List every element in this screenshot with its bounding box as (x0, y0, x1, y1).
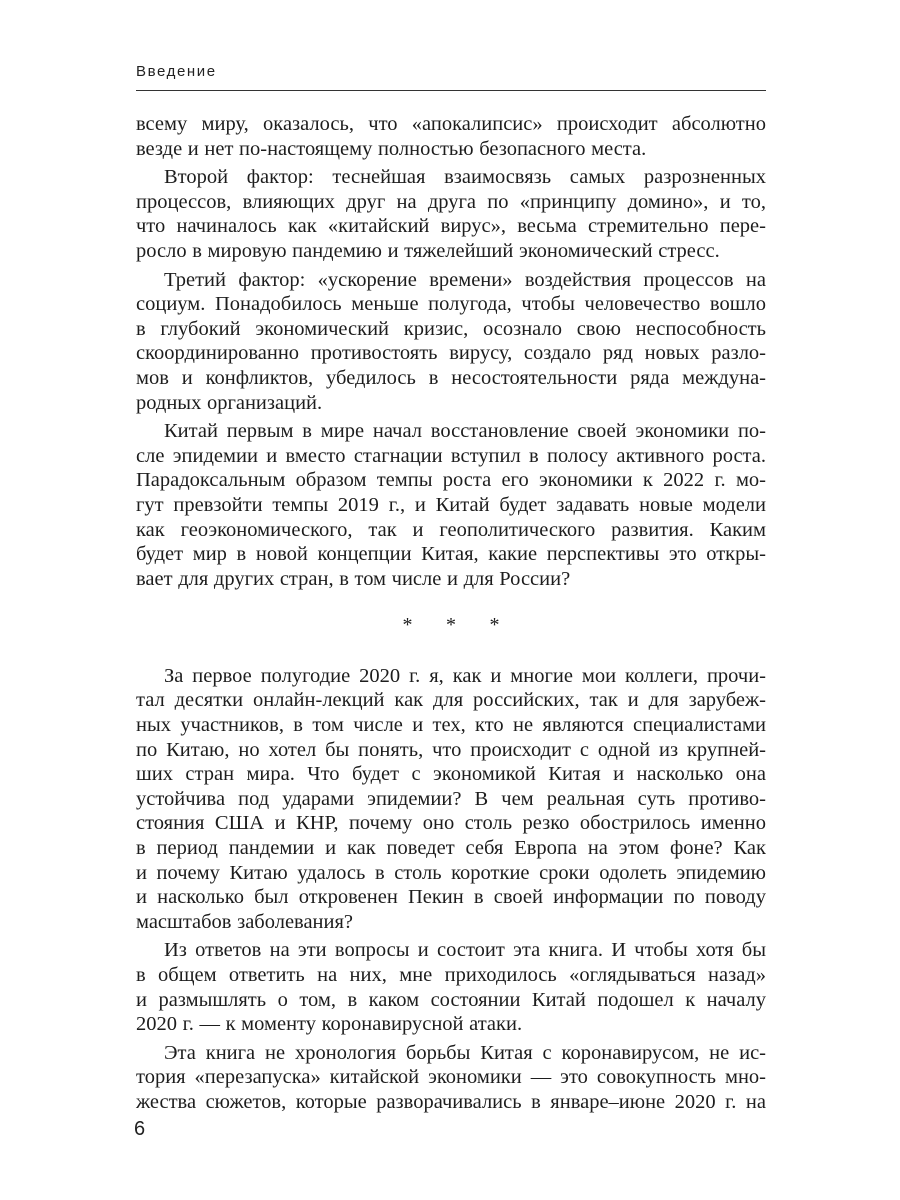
text-line: как геоэкономического, так и геополитического развития. Каким (136, 518, 766, 541)
paragraph (136, 165, 766, 263)
text-line: сле эпидемии и вместо стагнации вступил в полосу активного роста. (136, 444, 766, 467)
paragraph-group-before-break (136, 112, 766, 591)
page-body (136, 112, 766, 1119)
text-line: в глубокий экономический кризис, осознало свою неспособность (136, 317, 766, 340)
text-line: процессов, влияющих друг на друга по «принципу домино», и то, (136, 190, 766, 213)
text-line: росло в мировую пандемию и тяжелейший экономический стресс. (136, 239, 720, 262)
text-line: везде и нет по-настоящему полностью безопасного места. (136, 137, 647, 160)
text-line: тал десятки онлайн-лекций как для российских, так и для зарубеж- (136, 689, 766, 712)
text-line: скоординированно противостоять вирусу, создало ряд новых разло- (136, 342, 766, 365)
text-line: тория «перезапуска» китайской экономики — это совокупность мно- (136, 1066, 766, 1089)
page-number: 6 (134, 1118, 146, 1140)
running-head: Введение (136, 63, 217, 80)
text-line: по Китаю, но хотел бы понять, что происходит с одной из крупней- (136, 738, 766, 761)
text-line: что начиналось как «китайский вирус», весьма стремительно пере- (136, 215, 766, 238)
text-line: в период пандемии и как поведет себя Европа на этом фоне? Как (136, 837, 766, 860)
text-line: мов и конфликтов, убедилось в несостоятельности ряда междуна- (136, 366, 766, 389)
text-line: Третий фактор: «ускорение времени» воздействия процессов на (164, 268, 766, 291)
paragraph (136, 112, 766, 161)
text-line: Китай первым в мире начал восстановление своей экономики по- (164, 420, 766, 443)
paragraph (136, 419, 766, 591)
text-line: 2020 г. — к моменту коронавирусной атаки. (136, 1013, 523, 1036)
text-line: жества сюжетов, которые разворачивались в январе–июне 2020 г. на (136, 1090, 766, 1113)
text-line: и размышлять о том, в каком состоянии Китай подошел к началу (136, 988, 766, 1011)
text-line: в общем ответить на них, мне приходилось «оглядываться назад» (136, 964, 766, 986)
header-rule (136, 90, 766, 91)
text-line: гут превзойти темпы 2019 г., и Китай будет задавать новые модели (136, 493, 766, 516)
text-line: социум. Понадобилось меньше полугода, чтобы человечество вошло (136, 293, 766, 316)
text-line: Второй фактор: теснейшая взаимосвязь самых разрозненных (164, 166, 766, 189)
text-line: ных участников, в том числе и тех, кто не являются специалистами (136, 714, 766, 737)
text-line: Эта книга не хронология борьбы Китая с коронавирусом, не ис- (164, 1041, 766, 1064)
paragraph-group-after-break (136, 664, 766, 1115)
text-line: и насколько был откровенен Пекин в своей информации по поводу (136, 886, 766, 909)
paragraph (136, 938, 766, 1036)
text-line: ших стран мира. Что будет с экономикой Китая и насколько она (136, 763, 766, 786)
text-line: Из ответов на эти вопросы и состоит эта книга. И чтобы хотя бы (164, 939, 766, 962)
text-line: родных организаций. (136, 391, 323, 414)
text-line: и почему Китаю удалось в столь короткие сроки одолеть эпидемию (136, 861, 766, 884)
text-line: Парадоксальным образом темпы роста его экономики к 2022 г. мо- (136, 469, 766, 492)
paragraph (136, 268, 766, 416)
text-line: всему миру, оказалось, что «апокалипсис» происходит абсолютно (136, 113, 766, 135)
paragraph (136, 1041, 766, 1115)
text-line: вает для других стран, в том числе и для России? (136, 567, 571, 590)
paragraph (136, 664, 766, 935)
text-line: устойчива под ударами эпидемии? В чем реальная суть противо- (136, 787, 766, 810)
text-line: стояния США и КНР, почему оно столь резко обострилось именно (136, 812, 766, 835)
section-break-asterisks: * * * (402, 614, 514, 637)
text-line: масштабов заболевания? (136, 910, 354, 933)
text-line: За первое полугодие 2020 г. я, как и многие мои коллеги, прочи- (164, 664, 766, 687)
text-line: будет мир в новой концепции Китая, какие перспективы это откры- (136, 543, 766, 566)
